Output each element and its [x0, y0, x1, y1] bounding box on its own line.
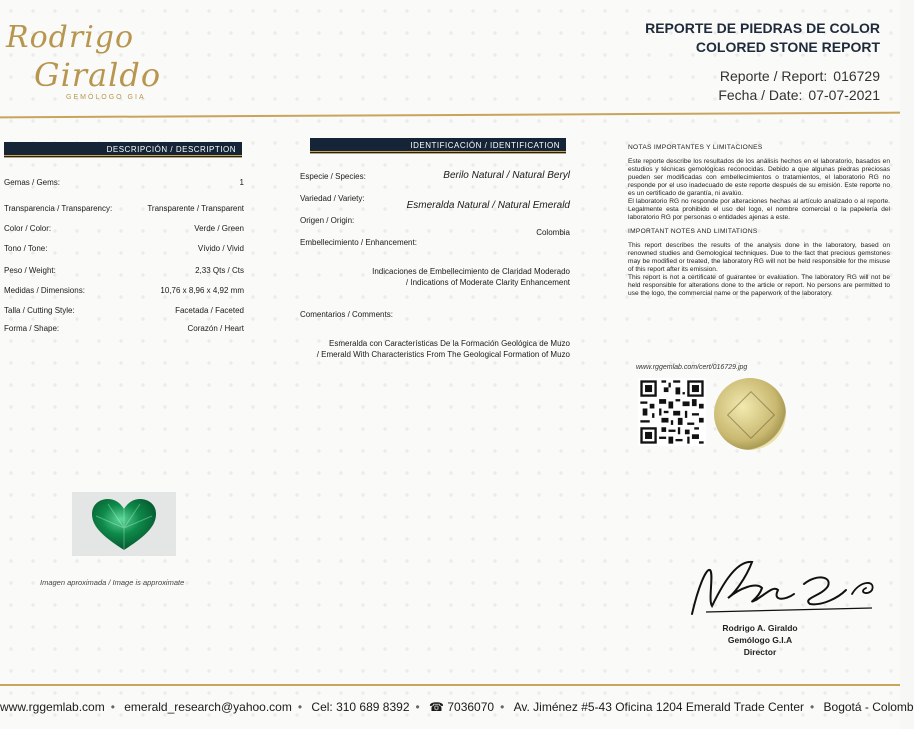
variety-label: Variedad / Variety:	[300, 194, 365, 203]
ident-row-variety	[300, 192, 570, 211]
notes-heading-es: NOTAS IMPORTANTES Y LIMITACIONES	[628, 144, 763, 151]
logo-subtitle: GEMÓLOGO GIA	[66, 94, 146, 101]
desc-row-tone	[4, 244, 244, 258]
desc-value: Verde / Green	[194, 224, 244, 233]
logo	[6, 20, 176, 110]
footer-contact: www.rggemlab.com • emerald_research@yahoo.com • Cel: 310 689 8392 • ☎ 7036070 • Av. Jiménez #5-43 Oficina 1204 Emerald Trade Center • Bogotá - Colomb	[0, 700, 914, 714]
hologram-seal	[714, 378, 786, 450]
signatory-role: Director	[743, 647, 777, 657]
phone-icon: ☎	[429, 700, 444, 714]
footer-phone: 7036070	[447, 700, 495, 714]
report-date: 07-07-2021	[808, 87, 880, 103]
report-meta	[718, 67, 880, 105]
qr-code[interactable]	[638, 378, 706, 446]
top-divider	[0, 112, 900, 119]
logo-first-name: Rodrigo	[6, 20, 135, 55]
ident-row-origin	[300, 214, 570, 237]
report-number: 016729	[833, 68, 880, 84]
desc-row-weight	[4, 266, 244, 280]
desc-label: Talla / Cutting Style:	[4, 306, 75, 315]
desc-label: Peso / Weight:	[4, 266, 56, 275]
footer-cel: Cel: 310 689 8392	[311, 700, 410, 714]
desc-label: Color / Color:	[4, 224, 52, 233]
enhancement-line-2: / Indications of Moderate Clarity Enhancement	[405, 278, 570, 287]
desc-row-transparency	[4, 204, 244, 218]
report-date-label: Fecha / Date:	[718, 87, 803, 103]
notes-heading-en: IMPORTANT NOTES AND LIMITATIONS	[628, 228, 758, 235]
desc-value: Corazón / Heart	[187, 324, 244, 333]
comments-value	[317, 338, 570, 360]
enhancement-label: Embellecimiento / Enhancement:	[300, 238, 417, 247]
heart-emerald-icon	[72, 492, 176, 556]
notes-paragraph-en-2: This report is not a certificate of guarantee or evaluation. The laboratory RG will not be held responsible for alterations done to the article or report. No persons are permitted to use the logo, the commercial name or the paperwork of the laboratory.	[628, 274, 890, 297]
desc-label: Medidas / Dimensions:	[4, 286, 85, 295]
desc-value: Vívido / Vivid	[197, 244, 244, 253]
comments-label: Comentarios / Comments:	[300, 310, 393, 319]
notes-section	[628, 144, 890, 304]
desc-row-cut	[4, 306, 244, 320]
desc-row-dimensions	[4, 286, 244, 300]
ident-row-comments	[300, 308, 570, 322]
notes-paragraph-es-1: Este reporte describe los resultados de los análisis hechos en el laboratorio, basados en estudios y técnicas gemológicas reconocidas. Debido a que algunas piedras preciosas pueden ser modificadas con embellecimientos o tratamientos, el laboratorio RG no responde por el uso inadecuado de este reporte después de su emisión. Este reporte no es un certificado de garantía, ni avalúo.	[628, 158, 890, 197]
bottom-divider	[0, 684, 900, 686]
footer-website[interactable]: www.rggemlab.com	[0, 700, 105, 714]
desc-value: 10,76 x 8,96 x 4,92 mm	[160, 286, 244, 295]
enhancement-line-1: Indicaciones de Embellecimiento de Claridad Moderado	[372, 267, 570, 276]
report-title-en: COLORED STONE REPORT	[695, 39, 880, 55]
desc-value: Facetada / Faceted	[175, 306, 244, 315]
ident-row-enhancement	[300, 236, 570, 250]
ident-row-species	[300, 170, 570, 184]
signature-image	[676, 548, 896, 626]
desc-label: Tono / Tone:	[4, 244, 48, 253]
signatory	[700, 622, 820, 658]
desc-label: Forma / Shape:	[4, 324, 60, 333]
desc-row-gems	[4, 178, 244, 192]
footer-address: Av. Jiménez #5-43 Oficina 1204 Emerald Trade Center	[513, 700, 804, 714]
species-value: Berilo Natural / Natural Beryl	[443, 170, 570, 181]
comments-line-1: Esmeralda con Características De la Formación Geológica de Muzo	[329, 339, 570, 348]
report-title	[645, 19, 880, 57]
description-heading: DESCRIPCIÓN / DESCRIPTION	[4, 142, 242, 158]
gem-photo	[72, 492, 176, 556]
desc-value: 1	[239, 178, 244, 187]
signatory-name: Rodrigo A. Giraldo	[722, 623, 798, 633]
origin-value: Colombia	[536, 228, 570, 237]
signatory-title: Gemólogo G.I.A	[727, 635, 793, 645]
desc-row-color	[4, 224, 244, 238]
report-number-label: Reporte / Report:	[719, 68, 828, 84]
verify-url[interactable]: www.rggemlab.com/cert/016729.jpg	[636, 364, 748, 371]
origin-label: Origen / Origin:	[300, 216, 355, 225]
enhancement-value	[372, 266, 570, 288]
notes-paragraph-es-2: El laboratorio RG no responde por alteraciones hechas al artículo analizado o al reporte. Legalmente esta prohibido el uso del logo, el nombre comercial o la papelería del laboratorio RG por personas o entidades ajenas a este.	[628, 198, 890, 221]
desc-value: Transparente / Transparent	[147, 204, 244, 213]
footer-city: Bogotá - Colomb	[823, 700, 914, 714]
logo-last-name: Giraldo	[34, 56, 162, 94]
desc-label: Gemas / Gems:	[4, 178, 61, 187]
desc-row-shape	[4, 324, 244, 338]
desc-label: Transparencia / Transparency:	[4, 204, 113, 213]
notes-paragraph-en-1: This report describes the results of the analysis done in the laboratory, based on renowned studies and Gemological techniques. Due to the fact that precious gemstones may be modified or treated, the laboratory RG will not be held responsible for the misuse of this report after its emission.	[628, 242, 890, 273]
footer-email[interactable]: emerald_research@yahoo.com	[124, 700, 292, 714]
identification-heading: IDENTIFICACIÓN / IDENTIFICATION	[310, 138, 566, 154]
image-caption: Imagen aproximada / Image is approximate	[40, 578, 185, 587]
species-label: Especie / Species:	[300, 172, 366, 181]
desc-value: 2,33 Qts / Cts	[195, 266, 244, 275]
comments-line-2: / Emerald With Characteristics From The Geological Formation of Muzo	[316, 350, 570, 359]
variety-value: Esmeralda Natural / Natural Emerald	[406, 200, 570, 211]
report-title-es: REPORTE DE PIEDRAS DE COLOR	[645, 20, 880, 36]
